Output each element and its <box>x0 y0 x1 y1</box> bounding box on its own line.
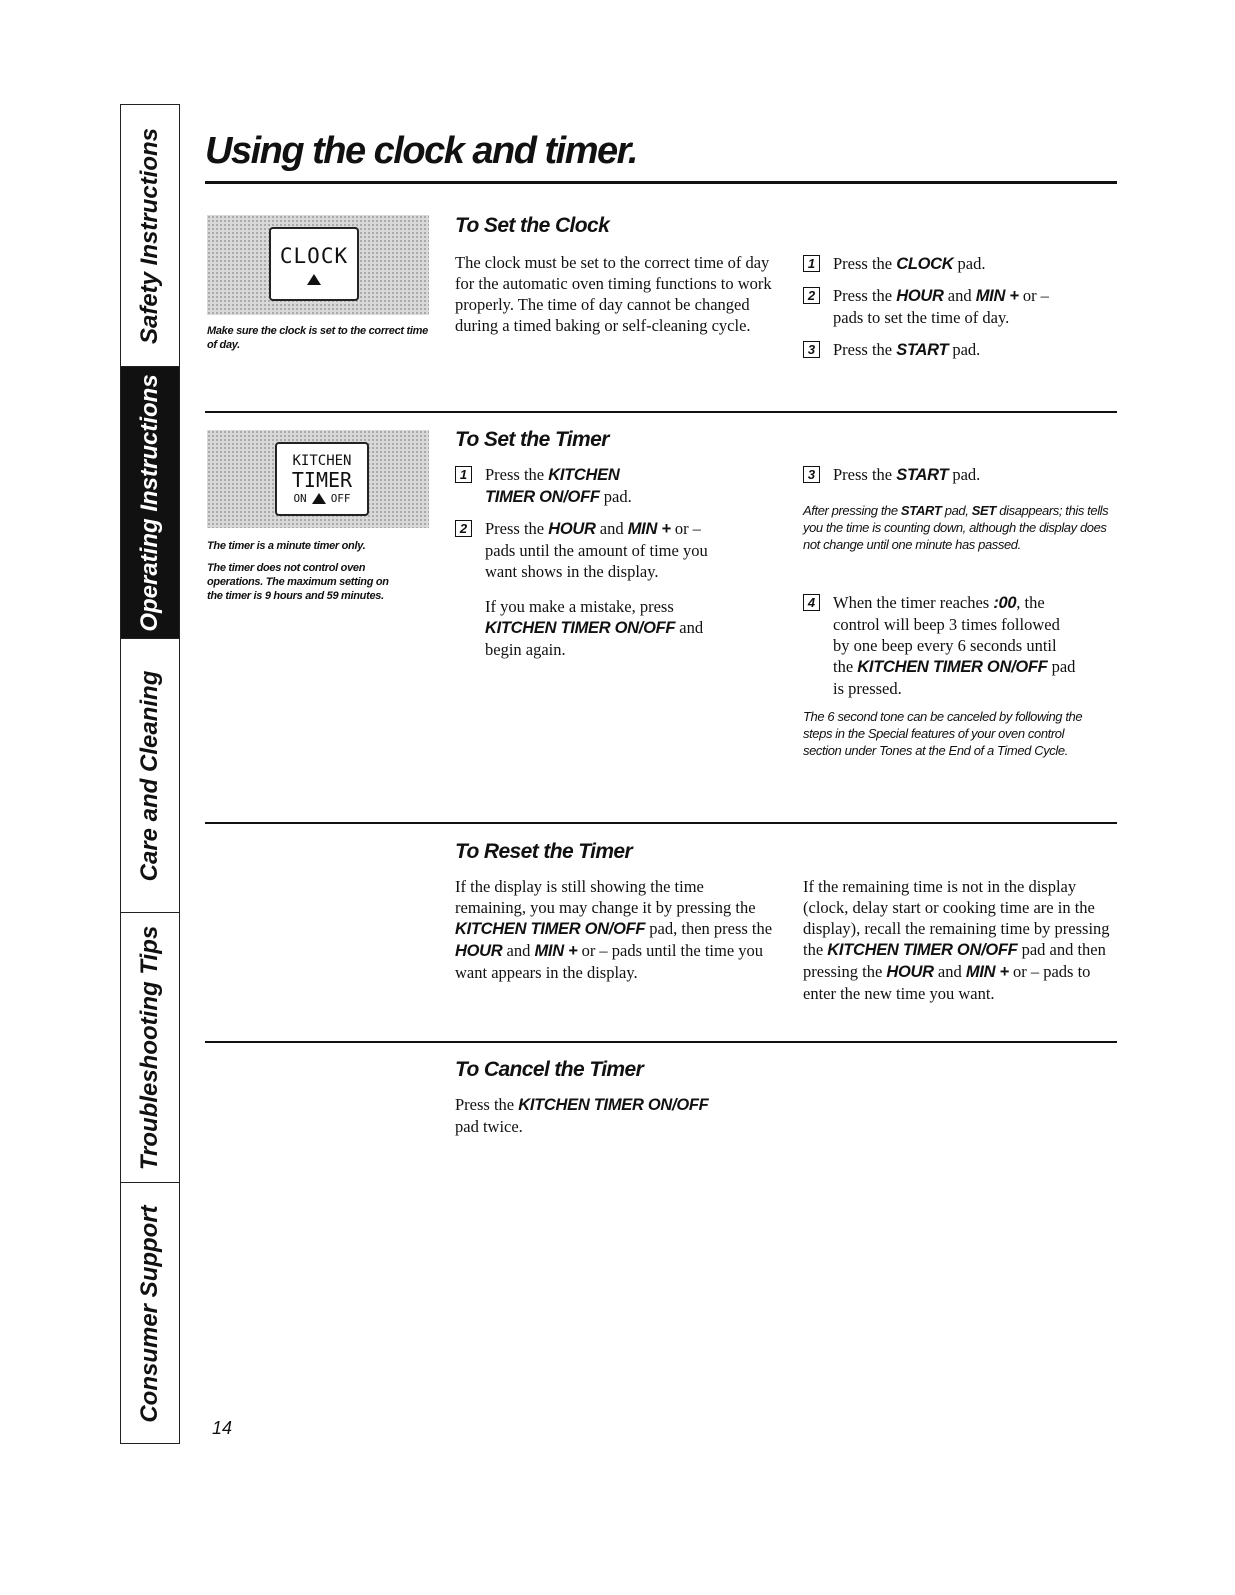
timer-tone-note: The 6 second tone can be canceled by following the steps in the Special features of your oven control section under Tones at the End of a Timed Cycle. <box>803 709 1083 758</box>
step-text: Press the HOUR and MIN + or – pads to set the time of day. <box>833 286 1049 327</box>
section-divider <box>205 822 1117 824</box>
title-rule <box>205 181 1117 184</box>
timer-mistake-text: If you make a mistake, press KITCHEN TIMER ON/OFF and begin again. <box>485 597 704 659</box>
timer-step-3 <box>803 464 1093 486</box>
side-tab-label: Care and Cleaning <box>136 670 163 881</box>
step-number: 4 <box>803 594 820 611</box>
step-text: Press the START pad. <box>833 465 981 484</box>
side-tab-care-and-cleaning[interactable] <box>121 639 179 913</box>
page-title: Using the clock and timer. <box>205 130 637 172</box>
cancel-timer-heading: To Cancel the Timer <box>455 1058 644 1081</box>
step-number: 3 <box>803 466 820 483</box>
step-number: 2 <box>455 520 472 537</box>
clock-step-3 <box>803 339 1093 361</box>
set-clock-heading: To Set the Clock <box>455 214 610 237</box>
kitchen-timer-pad <box>275 442 369 516</box>
reset-timer-text-right: If the remaining time is not in the display (clock, delay start or cooking time are in the display), recall the remaining time by pressing the KITCHEN TIMER ON/OFF pad and then pressing the HOUR and MIN + or – pads to enter the new time you want. <box>803 877 1110 1003</box>
side-tab-bar <box>120 104 180 1444</box>
section-divider <box>205 1041 1117 1043</box>
set-clock-body: The clock must be set to the correct time of day for the automatic oven timing functions to work properly. The time of day cannot be changed during a timed baking or self-cleaning cycle. <box>455 253 772 335</box>
side-tab-label: Safety Instructions <box>136 127 163 344</box>
side-tab-safety-instructions[interactable] <box>121 105 179 367</box>
timer-step-4 <box>803 592 1093 699</box>
set-timer-heading: To Set the Timer <box>455 428 609 451</box>
step-number: 1 <box>803 255 820 272</box>
step-number: 2 <box>803 287 820 304</box>
side-tab-operating-instructions[interactable] <box>121 367 179 639</box>
side-tab-label: Operating Instructions <box>136 373 163 632</box>
step-text: Press the START pad. <box>833 340 981 359</box>
pad-label-line2: TIMER <box>291 468 353 492</box>
section-divider <box>205 411 1117 413</box>
pad-off-label: OFF <box>330 492 351 505</box>
step-number: 3 <box>803 341 820 358</box>
step-text: When the timer reaches :00, the control will beep 3 times followed by one beep every 6 seconds until the KITCHEN TIMER ON/OFF pad is pressed. <box>833 593 1076 698</box>
clock-pad-illustration <box>207 215 429 315</box>
clock-caption: Make sure the clock is set to the correct time of day. <box>207 325 428 351</box>
timer-caption-1: The timer is a minute timer only. <box>207 540 366 552</box>
pad-on-off-row <box>293 493 350 504</box>
side-tab-label: Consumer Support <box>136 1205 163 1423</box>
clock-indicator-icon <box>307 274 321 285</box>
page-number: 14 <box>212 1418 233 1438</box>
pad-label-line1: KITCHEN <box>292 453 352 469</box>
step-text: Press the CLOCK pad. <box>833 254 986 273</box>
reset-timer-text-left: If the display is still showing the time remaining, you may change it by pressing the KITCHEN TIMER ON/OFF pad, then press the HOUR and MIN + or – pads until the time you want appears in the display. <box>455 877 773 982</box>
clock-step-2 <box>803 285 1063 328</box>
timer-pad-illustration <box>207 430 429 528</box>
side-tab-label: Troubleshooting Tips <box>136 925 163 1170</box>
reset-timer-heading: To Reset the Timer <box>455 840 633 863</box>
clock-step-1 <box>803 253 1093 275</box>
clock-pad <box>269 227 359 301</box>
step-number: 1 <box>455 466 472 483</box>
side-tab-troubleshooting-tips[interactable] <box>121 913 179 1183</box>
timer-start-note: After pressing the START pad, SET disappears; this tells you the time is counting down, although the display does not change until one minute has passed. <box>803 503 1109 552</box>
pad-on-label: ON <box>293 492 307 505</box>
clock-pad-label: CLOCK <box>279 243 349 268</box>
timer-step-1 <box>455 464 685 508</box>
timer-indicator-icon <box>312 493 326 504</box>
cancel-timer-text: Press the KITCHEN TIMER ON/OFF pad twice. <box>455 1095 709 1136</box>
timer-caption-2: The timer does not control oven operations. The maximum setting on the timer is 9 hours and 59 minutes. <box>207 562 389 602</box>
step-text: Press the KITCHEN TIMER ON/OFF pad. <box>485 465 632 506</box>
step-text: Press the HOUR and MIN + or – pads until the amount of time you want shows in the display. <box>485 519 708 581</box>
timer-step-2 <box>455 518 755 582</box>
side-tab-consumer-support[interactable] <box>121 1183 179 1445</box>
